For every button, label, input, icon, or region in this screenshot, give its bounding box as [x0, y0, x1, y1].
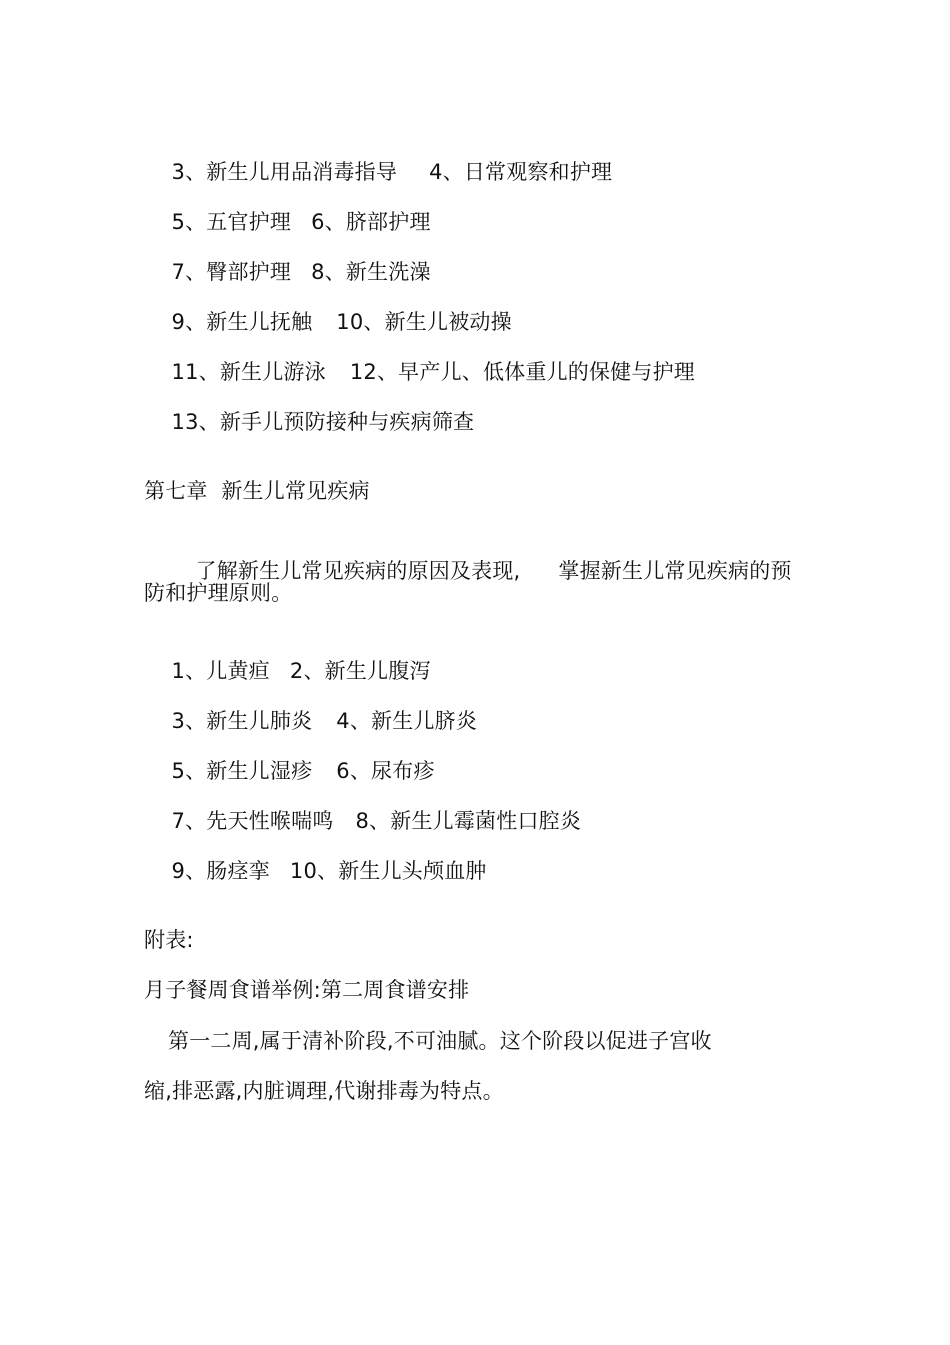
paragraph-text: 掌握新生儿常见疾病的预	[558, 559, 792, 583]
list-item: 6、脐部护理	[311, 210, 431, 234]
list-item: 9、新生儿抚触	[171, 310, 313, 334]
list-item: 5、五官护理	[171, 210, 292, 234]
list-item: 1、儿黄疸	[171, 659, 270, 683]
paragraph-line: 第一二周,属于清补阶段,不可油腻。这个阶段以促进子宫收	[168, 1029, 712, 1053]
appendix-subtitle: 月子餐周食谱举例:第二周食谱安排	[144, 978, 470, 1002]
list-item: 10、新生儿头颅血肿	[289, 859, 487, 883]
list-item: 8、新生洗澡	[311, 260, 431, 284]
list-item: 12、早产儿、低体重儿的保健与护理	[349, 360, 695, 384]
paragraph-line: 缩,排恶露,内脏调理,代谢排毒为特点。	[144, 1079, 504, 1103]
list-row	[144, 380, 474, 464]
list-item: 3、新生儿用品消毒指导	[171, 160, 398, 184]
list-item: 4、新生儿脐炎	[336, 709, 478, 733]
list-row	[144, 829, 487, 913]
list-item: 9、肠痉挛	[171, 859, 270, 883]
chapter-heading: 第七章 新生儿常见疾病	[144, 479, 370, 503]
list-item: 5、新生儿湿疹	[171, 759, 313, 783]
list-item: 11、新生儿游泳	[171, 360, 326, 384]
list-item: 2、新生儿腹泻	[289, 659, 431, 683]
list-item: 8、新生儿霉菌性口腔炎	[355, 809, 582, 833]
list-item: 13、新手儿预防接种与疾病筛查	[171, 410, 475, 434]
list-item: 10、新生儿被动操	[336, 310, 512, 334]
list-item: 4、日常观察和护理	[429, 160, 613, 184]
list-item: 6、尿布疹	[336, 759, 435, 783]
list-item: 7、先天性喉喘鸣	[171, 809, 334, 833]
paragraph-line: 防和护理原则。	[144, 581, 293, 605]
appendix-label: 附表:	[144, 928, 194, 952]
list-item: 3、新生儿肺炎	[171, 709, 313, 733]
list-item: 7、臀部护理	[171, 260, 292, 284]
paragraph-text: 了解新生儿常见疾病的原因及表现,	[195, 559, 521, 583]
